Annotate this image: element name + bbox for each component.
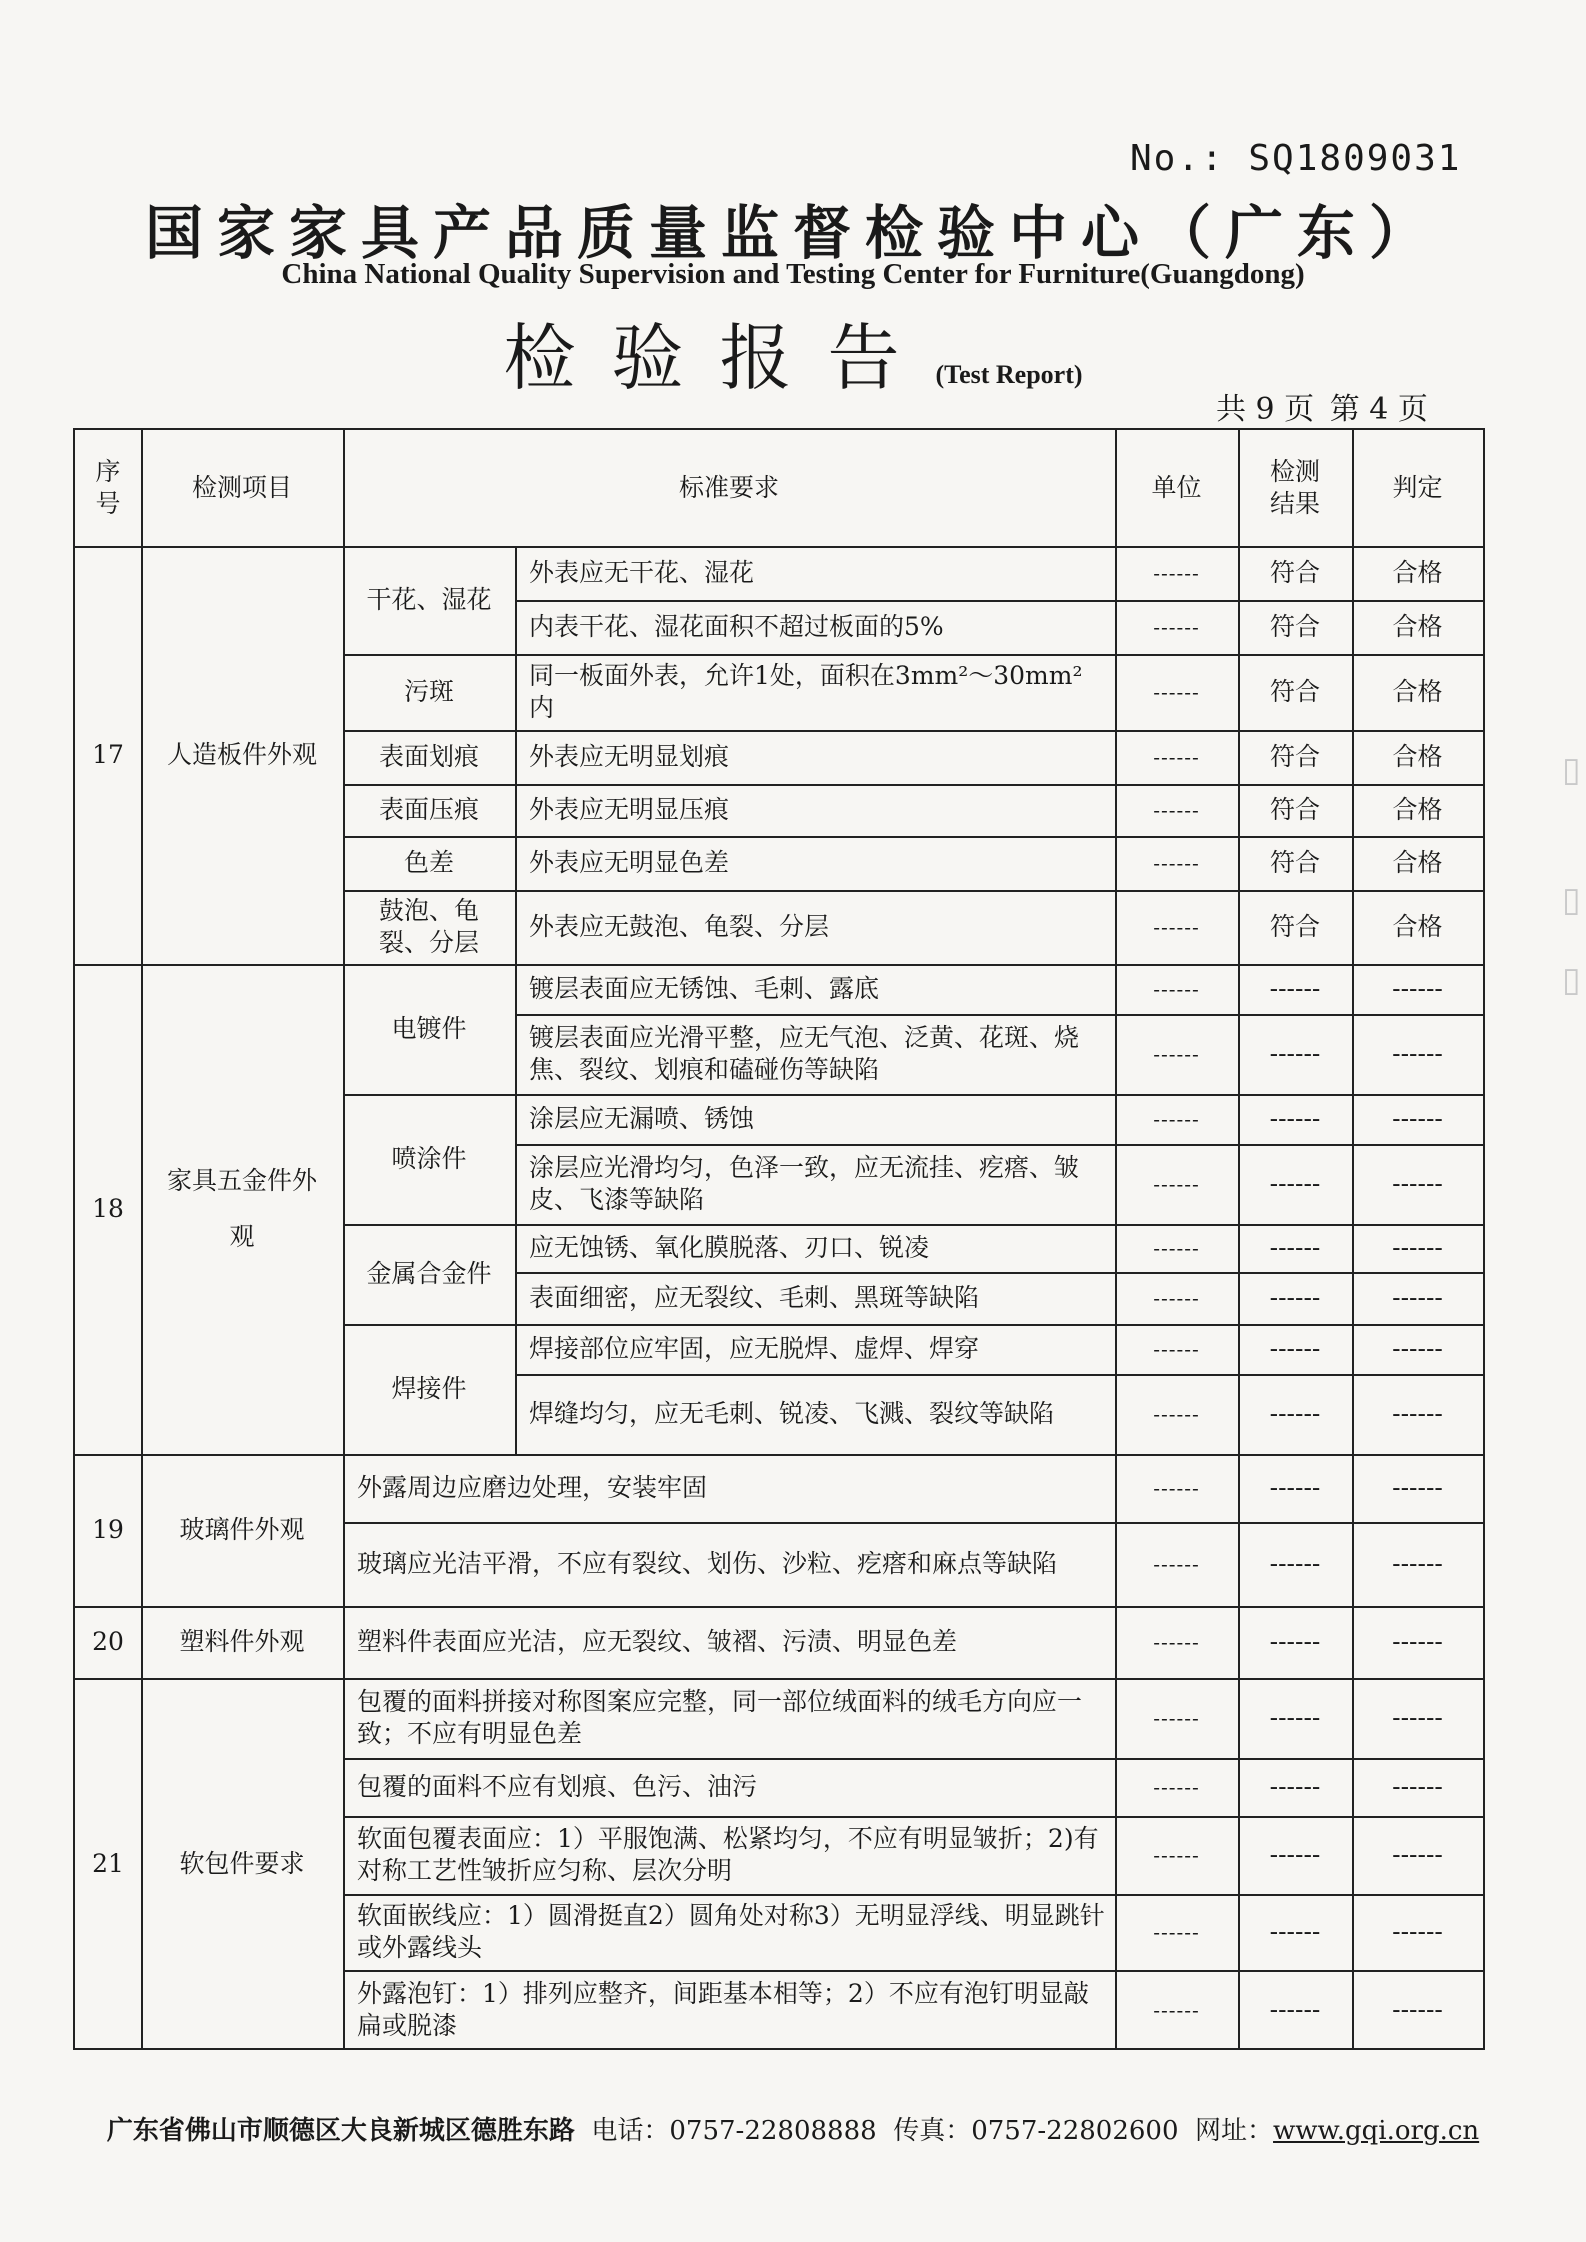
requirement-text: 软面包覆表面应：1）平服饱满、松紧均匀，不应有明显皱折；2)有对称工艺性皱折应匀称、层次分明 bbox=[357, 1824, 1099, 1885]
judgement-value: ------ bbox=[1392, 1772, 1443, 1801]
inspection-table bbox=[73, 428, 1485, 2050]
column-divider bbox=[1115, 1606, 1117, 1678]
unit-value: ------ bbox=[1153, 615, 1200, 639]
judgement-value: ------ bbox=[1392, 1233, 1443, 1262]
unit-value: ------ bbox=[1153, 1706, 1200, 1730]
unit-value: ------ bbox=[1153, 1107, 1200, 1131]
requirement-text: 涂层应无漏喷、锈蚀 bbox=[529, 1104, 755, 1133]
sub-item-label: 金属合金件 bbox=[366, 1259, 492, 1288]
judgement-value: ------ bbox=[1392, 1283, 1443, 1312]
footer-address: 广东省佛山市顺德区大良新城区德胜东路 bbox=[106, 2116, 575, 2146]
header-judgement: 判定 bbox=[1392, 473, 1443, 502]
requirement-text: 镀层表面应光滑平整，应无气泡、泛黄、花斑、烧焦、裂纹、划痕和磕碰伤等缺陷 bbox=[529, 1023, 1080, 1084]
footer bbox=[0, 2110, 1586, 2147]
unit-value: ------ bbox=[1153, 1476, 1200, 1500]
unit-value: ------ bbox=[1153, 1552, 1200, 1576]
serial-number: 20 bbox=[92, 1627, 124, 1656]
test-item-name: 玻璃件外观 bbox=[179, 1515, 305, 1544]
judgement-value: 合格 bbox=[1392, 848, 1443, 877]
serial-number: 21 bbox=[92, 1849, 124, 1878]
judgement-value: 合格 bbox=[1392, 677, 1443, 706]
judgement-value: ------ bbox=[1392, 1473, 1443, 1502]
result-value: 符合 bbox=[1269, 677, 1320, 706]
requirement-text: 表面细密，应无裂纹、毛刺、黑斑等缺陷 bbox=[529, 1283, 980, 1312]
column-divider bbox=[1238, 1454, 1240, 1606]
judgement-value: ------ bbox=[1392, 1627, 1443, 1656]
result-value: ------ bbox=[1269, 1169, 1321, 1198]
requirement-text: 外表应无鼓泡、龟裂、分层 bbox=[529, 912, 830, 941]
header-unit: 单位 bbox=[1151, 473, 1202, 502]
result-value: 符合 bbox=[1269, 795, 1320, 824]
result-value: ------ bbox=[1269, 1703, 1321, 1732]
unit-value: ------ bbox=[1153, 680, 1200, 704]
column-divider bbox=[343, 1678, 345, 2050]
sub-item-label: 污斑 bbox=[403, 677, 454, 706]
unit-value: ------ bbox=[1153, 1042, 1200, 1066]
unit-value: ------ bbox=[1153, 1843, 1200, 1867]
result-value: 符合 bbox=[1269, 612, 1320, 641]
column-divider bbox=[141, 1678, 143, 2050]
column-divider bbox=[515, 836, 517, 890]
column-divider bbox=[1238, 546, 1240, 964]
column-divider bbox=[515, 1224, 517, 1324]
requirement-text: 同一板面外表，允许1处，面积在3mm²～30mm²内 bbox=[529, 661, 1083, 722]
page-current: 第 4 页 bbox=[1329, 392, 1428, 427]
column-divider bbox=[515, 730, 517, 784]
sub-item-label: 表面压痕 bbox=[378, 795, 479, 824]
unit-value: ------ bbox=[1153, 561, 1200, 585]
edge-stamp-mark: ▯ bbox=[1562, 750, 1581, 790]
column-divider bbox=[515, 890, 517, 964]
page-indicator bbox=[1216, 384, 1434, 428]
result-value: ------ bbox=[1269, 1283, 1321, 1312]
result-value: ------ bbox=[1269, 1233, 1321, 1262]
edge-stamp-mark: ▯ bbox=[1562, 880, 1581, 920]
result-value: ------ bbox=[1269, 1549, 1321, 1578]
result-value: ------ bbox=[1269, 1399, 1321, 1428]
result-value: ------ bbox=[1269, 1840, 1321, 1869]
sub-item-label: 表面划痕 bbox=[378, 742, 479, 771]
result-value: ------ bbox=[1269, 974, 1321, 1003]
sub-item-label: 色差 bbox=[403, 848, 454, 877]
judgement-value: ------ bbox=[1392, 1169, 1443, 1198]
result-value: ------ bbox=[1269, 1772, 1321, 1801]
column-divider bbox=[515, 1324, 517, 1454]
column-divider bbox=[343, 1454, 345, 1606]
report-title-en: (Test Report) bbox=[935, 360, 1083, 389]
requirement-text: 焊接部位应牢固，应无脱焊、虚焊、焊穿 bbox=[529, 1334, 980, 1363]
result-value: 符合 bbox=[1269, 912, 1320, 941]
column-divider bbox=[343, 430, 345, 546]
unit-value: ------ bbox=[1153, 745, 1200, 769]
judgement-value: ------ bbox=[1392, 1549, 1443, 1578]
requirement-text: 外表应无明显划痕 bbox=[529, 742, 730, 771]
column-divider bbox=[1115, 964, 1117, 1454]
result-value: ------ bbox=[1269, 1995, 1321, 2024]
column-divider bbox=[1352, 1606, 1354, 1678]
footer-phone: 电话：0757-22808888 bbox=[591, 2116, 877, 2146]
unit-value: ------ bbox=[1153, 1286, 1200, 1310]
serial-number: 18 bbox=[92, 1194, 124, 1223]
judgement-value: ------ bbox=[1392, 1334, 1443, 1363]
result-value: ------ bbox=[1269, 1917, 1321, 1946]
result-value: ------ bbox=[1269, 1334, 1321, 1363]
column-divider bbox=[1238, 1678, 1240, 2050]
serial-number: 17 bbox=[92, 740, 124, 769]
unit-value: ------ bbox=[1153, 1775, 1200, 1799]
serial-number: 19 bbox=[92, 1515, 124, 1544]
header-test-item: 检测项目 bbox=[191, 473, 292, 502]
judgement-value: 合格 bbox=[1392, 742, 1443, 771]
judgement-value: 合格 bbox=[1392, 795, 1443, 824]
judgement-value: ------ bbox=[1392, 1703, 1443, 1732]
header-serial-no: 序号 bbox=[95, 457, 121, 518]
column-divider bbox=[1352, 1678, 1354, 2050]
requirement-text: 内表干花、湿花面积不超过板面的5% bbox=[529, 612, 944, 641]
judgement-value: 合格 bbox=[1392, 558, 1443, 587]
judgement-value: 合格 bbox=[1392, 612, 1443, 641]
footer-fax: 传真：0757-22802600 bbox=[893, 2116, 1179, 2146]
result-value: 符合 bbox=[1269, 558, 1320, 587]
column-divider bbox=[1115, 546, 1117, 964]
unit-value: ------ bbox=[1153, 1402, 1200, 1426]
unit-value: ------ bbox=[1153, 798, 1200, 822]
judgement-value: ------ bbox=[1392, 1995, 1443, 2024]
unit-value: ------ bbox=[1153, 977, 1200, 1001]
result-value: ------ bbox=[1269, 1627, 1321, 1656]
unit-value: ------ bbox=[1153, 1337, 1200, 1361]
sub-item-label: 鼓泡、龟裂、分层 bbox=[378, 896, 479, 957]
organization-name-en: China National Quality Supervision and Testing Center for Furniture(Guangdong) bbox=[281, 258, 1305, 290]
requirement-text: 塑料件表面应光洁，应无裂纹、皱褶、污渍、明显色差 bbox=[357, 1627, 958, 1656]
judgement-value: ------ bbox=[1392, 1840, 1443, 1869]
column-divider bbox=[1352, 430, 1354, 546]
unit-value: ------ bbox=[1153, 1998, 1200, 2022]
column-divider bbox=[1238, 1606, 1240, 1678]
footer-website-link[interactable]: www.gqi.org.cn bbox=[1273, 2116, 1480, 2146]
sub-item-label: 干花、湿花 bbox=[366, 585, 492, 614]
column-divider bbox=[1352, 964, 1354, 1454]
column-divider bbox=[343, 1606, 345, 1678]
sub-item-label: 喷涂件 bbox=[391, 1144, 467, 1173]
unit-value: ------ bbox=[1153, 1920, 1200, 1944]
requirement-text: 包覆的面料拼接对称图案应完整，同一部位绒面料的绒毛方向应一致；不应有明显色差 bbox=[357, 1687, 1083, 1748]
page-total: 共 9 页 bbox=[1216, 392, 1315, 427]
column-divider bbox=[515, 546, 517, 654]
requirement-text: 外表应无明显色差 bbox=[529, 848, 730, 877]
column-divider bbox=[141, 964, 143, 1454]
column-divider bbox=[1238, 430, 1240, 546]
requirement-text: 外表应无明显压痕 bbox=[529, 795, 730, 824]
requirement-text: 软面嵌线应：1）圆滑挺直2）圆角处对称3）无明显浮线、明显跳针或外露线头 bbox=[357, 1901, 1105, 1962]
result-value: ------ bbox=[1269, 1473, 1321, 1502]
unit-value: ------ bbox=[1153, 1172, 1200, 1196]
requirement-text: 镀层表面应无锈蚀、毛刺、露底 bbox=[529, 974, 880, 1003]
test-item-name: 家具五金件外观 bbox=[166, 1166, 317, 1251]
report-number: No.: SQ1809031 bbox=[1130, 138, 1462, 179]
unit-value: ------ bbox=[1153, 1630, 1200, 1654]
result-value: 符合 bbox=[1269, 742, 1320, 771]
column-divider bbox=[515, 784, 517, 836]
unit-value: ------ bbox=[1153, 851, 1200, 875]
judgement-value: ------ bbox=[1392, 1399, 1443, 1428]
unit-value: ------ bbox=[1153, 1236, 1200, 1260]
column-divider bbox=[515, 964, 517, 1094]
column-divider bbox=[141, 1454, 143, 1606]
organization-name-cn: 国家家具产品质量监督检验中心（广东） bbox=[144, 199, 1441, 267]
requirement-text: 外表应无干花、湿花 bbox=[529, 558, 755, 587]
report-title-cn: 检验报告 bbox=[503, 316, 936, 400]
column-divider bbox=[1115, 1678, 1117, 2050]
column-divider bbox=[141, 1606, 143, 1678]
judgement-value: ------ bbox=[1392, 974, 1443, 1003]
unit-value: ------ bbox=[1153, 915, 1200, 939]
column-divider bbox=[1352, 546, 1354, 964]
header-result: 检测结果 bbox=[1269, 457, 1320, 518]
requirement-text: 外露泡钉：1）排列应整齐，间距基本相等；2）不应有泡钉明显敲扁或脱漆 bbox=[357, 1979, 1089, 2040]
result-value: ------ bbox=[1269, 1104, 1321, 1133]
sub-item-label: 焊接件 bbox=[391, 1374, 467, 1403]
judgement-value: ------ bbox=[1392, 1039, 1443, 1068]
column-divider bbox=[1238, 964, 1240, 1454]
column-divider bbox=[343, 964, 345, 1454]
column-divider bbox=[343, 546, 345, 964]
result-value: ------ bbox=[1269, 1039, 1321, 1068]
requirement-text: 玻璃应光洁平滑，不应有裂纹、划伤、沙粒、疙瘩和麻点等缺陷 bbox=[357, 1549, 1058, 1578]
judgement-value: ------ bbox=[1392, 1917, 1443, 1946]
edge-stamp-mark: ▯ bbox=[1562, 960, 1581, 1000]
column-divider bbox=[1352, 1454, 1354, 1606]
column-divider bbox=[141, 430, 143, 546]
requirement-text: 外露周边应磨边处理，安装牢固 bbox=[357, 1473, 708, 1502]
result-value: 符合 bbox=[1269, 848, 1320, 877]
header-requirement: 标准要求 bbox=[678, 473, 779, 502]
footer-website-label: 网址： bbox=[1195, 2116, 1274, 2146]
test-item-name: 人造板件外观 bbox=[166, 740, 317, 769]
test-item-name: 塑料件外观 bbox=[179, 1627, 305, 1656]
judgement-value: ------ bbox=[1392, 1104, 1443, 1133]
column-divider bbox=[515, 654, 517, 730]
column-divider bbox=[1115, 1454, 1117, 1606]
column-divider bbox=[141, 546, 143, 964]
test-item-name: 软包件要求 bbox=[179, 1849, 305, 1878]
judgement-value: 合格 bbox=[1392, 912, 1443, 941]
requirement-text: 焊缝均匀，应无毛刺、锐凌、飞溅、裂纹等缺陷 bbox=[529, 1399, 1055, 1428]
column-divider bbox=[515, 1094, 517, 1224]
column-divider bbox=[1115, 430, 1117, 546]
requirement-text: 涂层应光滑均匀，色泽一致，应无流挂、疙瘩、皱皮、飞漆等缺陷 bbox=[529, 1153, 1080, 1214]
sub-item-label: 电镀件 bbox=[391, 1014, 467, 1043]
requirement-text: 包覆的面料不应有划痕、色污、油污 bbox=[357, 1772, 758, 1801]
requirement-text: 应无蚀锈、氧化膜脱落、刃口、锐凌 bbox=[529, 1233, 930, 1262]
